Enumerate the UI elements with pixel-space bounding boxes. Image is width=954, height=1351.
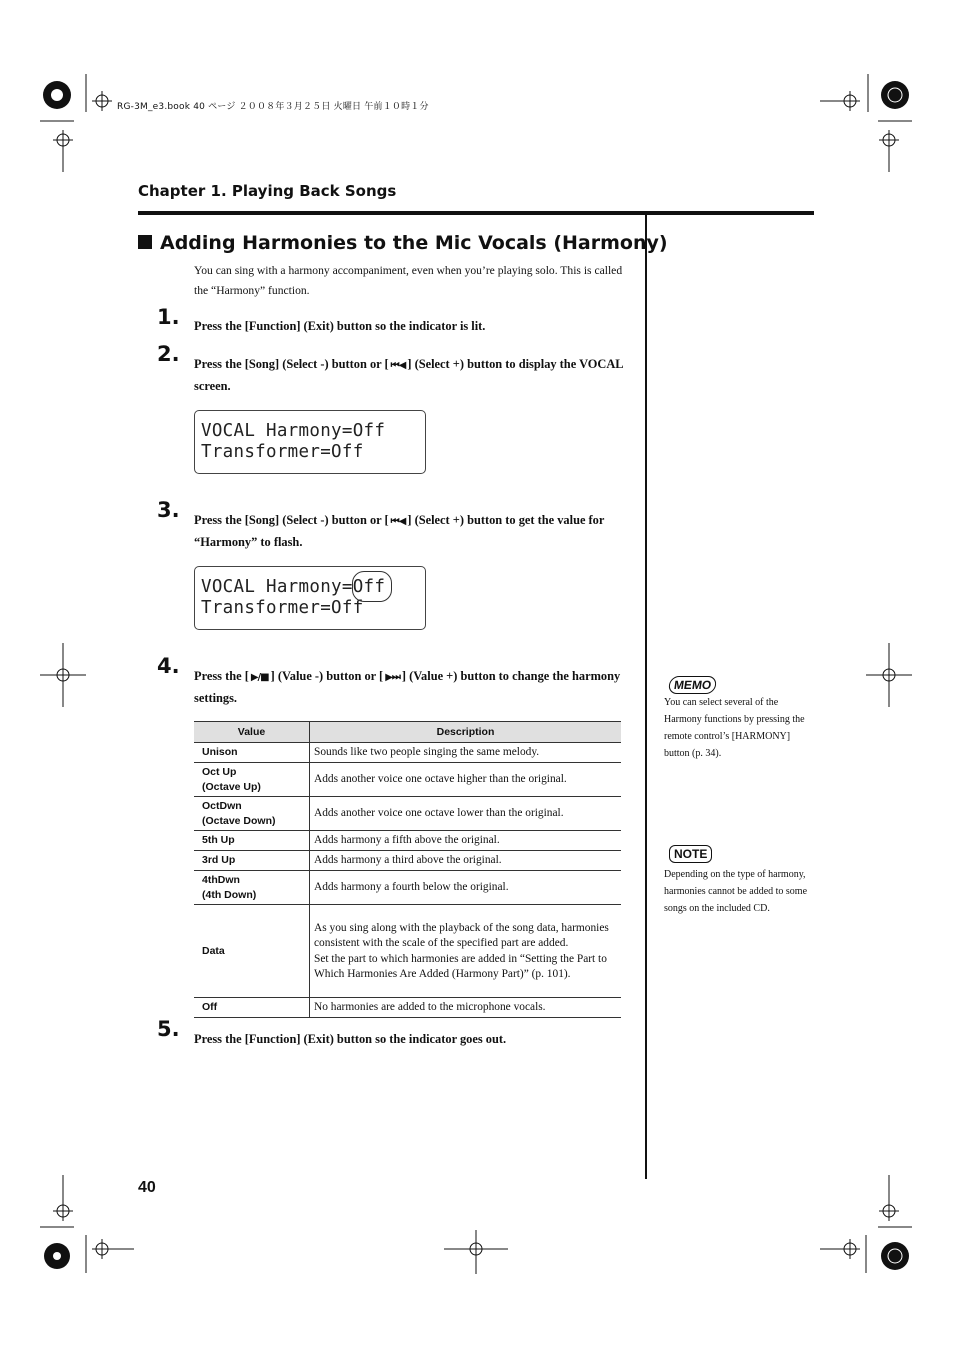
- table-header-row: [194, 722, 621, 743]
- play-stop-icon: ▶/■: [250, 672, 269, 683]
- step-text-2: Press the [Song] (Select -) button or [ ⏮◀ ] (Select +) button to display the VOCAL screen.: [194, 357, 623, 393]
- row-description: Adds another voice one octave higher than the original.: [310, 763, 622, 797]
- row-value: 4thDwn (4th Down): [194, 871, 310, 905]
- table-row: [194, 797, 621, 831]
- table-row: [194, 871, 621, 905]
- row-value: OctDwn (Octave Down): [194, 797, 310, 831]
- flashing-value-highlight: [352, 571, 392, 602]
- row-value: Off: [194, 998, 310, 1018]
- step-number-1: 1.: [157, 305, 180, 329]
- column-header-value: Value: [194, 722, 310, 743]
- print-file-header: RG-3M_e3.book 40 ページ ２００８年３月２５日 火曜日 午前１０時１分: [117, 102, 429, 112]
- step-number-4: 4.: [157, 654, 180, 678]
- table-row: [194, 998, 621, 1018]
- crop-mark-bottom-right: [816, 1175, 920, 1275]
- intro-paragraph: You can sing with a harmony accompaniment, even when you’re playing solo. This is called the “Harmony” function.: [194, 264, 623, 297]
- step-number-2: 2.: [157, 342, 180, 366]
- row-value: Unison: [194, 743, 310, 763]
- lcd-display-1: [194, 410, 426, 474]
- harmony-values-table: [194, 721, 621, 1018]
- crop-mark-bottom-center: [444, 1230, 510, 1276]
- lcd-line-1: VOCAL Harmony=Off: [201, 577, 386, 597]
- step-number-5: 5.: [157, 1017, 180, 1041]
- skip-back-icon: ⏮◀: [390, 360, 406, 371]
- section-title: Adding Harmonies to the Mic Vocals (Harmony): [138, 232, 668, 254]
- header-rule: [138, 211, 814, 215]
- skip-back-icon: ⏮◀: [390, 516, 406, 527]
- lcd-line-2: Transformer=Off: [201, 442, 364, 462]
- row-description: Adds harmony a fourth below the original.: [310, 871, 622, 905]
- table-row: [194, 851, 621, 871]
- row-value: 5th Up: [194, 831, 310, 851]
- crop-mark-bottom-left: [36, 1175, 146, 1275]
- lcd-line-2: Transformer=Off: [201, 598, 364, 618]
- row-description: No harmonies are added to the microphone vocals.: [310, 998, 622, 1018]
- row-description: Sounds like two people singing the same melody.: [310, 743, 622, 763]
- crop-mark-mid-right: [866, 643, 912, 709]
- memo-text: You can select several of the Harmony functions by pressing the remote control’s [HARMONY] button (p. 34).: [664, 697, 805, 759]
- table-row: [194, 763, 621, 797]
- step-text-1: Press the [Function] (Exit) button so the indicator is lit.: [194, 319, 486, 333]
- page-number: 40: [138, 1179, 156, 1196]
- note-badge-icon: NOTE: [669, 845, 712, 863]
- column-divider: [645, 211, 647, 1179]
- note-text: Depending on the type of harmony, harmonies cannot be added to some songs on the included CD.: [664, 869, 808, 914]
- memo-badge-icon: MEMO: [668, 676, 718, 694]
- row-description: Adds another voice one octave lower than the original.: [310, 797, 622, 831]
- table-row: [194, 743, 621, 763]
- row-value: 3rd Up: [194, 851, 310, 871]
- skip-forward-icon: ▶⏭: [385, 672, 400, 683]
- row-value: Oct Up (Octave Up): [194, 763, 310, 797]
- table-row: [194, 905, 621, 998]
- lcd-display-2: [194, 566, 426, 630]
- chapter-heading: Chapter 1. Playing Back Songs: [138, 182, 397, 200]
- square-bullet-icon: [138, 235, 152, 249]
- crop-mark-mid-left: [40, 643, 86, 709]
- step-text-3: Press the [Song] (Select -) button or [ ⏮◀ ] (Select +) button to get the value for “Harmony” to flash.: [194, 513, 605, 549]
- row-description: Adds harmony a fifth above the original.: [310, 831, 622, 851]
- step-text-4: Press the [ ▶/■ ] (Value -) button or [ ▶⏭ ] (Value +) button to change the harmony settings.: [194, 669, 621, 705]
- crop-mark-top-right: [820, 74, 920, 174]
- row-description: As you sing along with the playback of the song data, harmonies consistent with the scale of the specified part are added. Set the part to which harmonies are added in “Setting the Part to Which Harmonies Are Added (Harmony Part)” (p. 101).: [310, 905, 622, 998]
- row-value: Data: [194, 905, 310, 998]
- row-description: Adds harmony a third above the original.: [310, 851, 622, 871]
- table-row: [194, 831, 621, 851]
- column-header-description: Description: [310, 722, 622, 743]
- step-number-3: 3.: [157, 498, 180, 522]
- step-text-5: Press the [Function] (Exit) button so the indicator goes out.: [194, 1032, 507, 1046]
- lcd-line-1: VOCAL Harmony=Off: [201, 421, 386, 441]
- crop-mark-top-left: [36, 74, 126, 174]
